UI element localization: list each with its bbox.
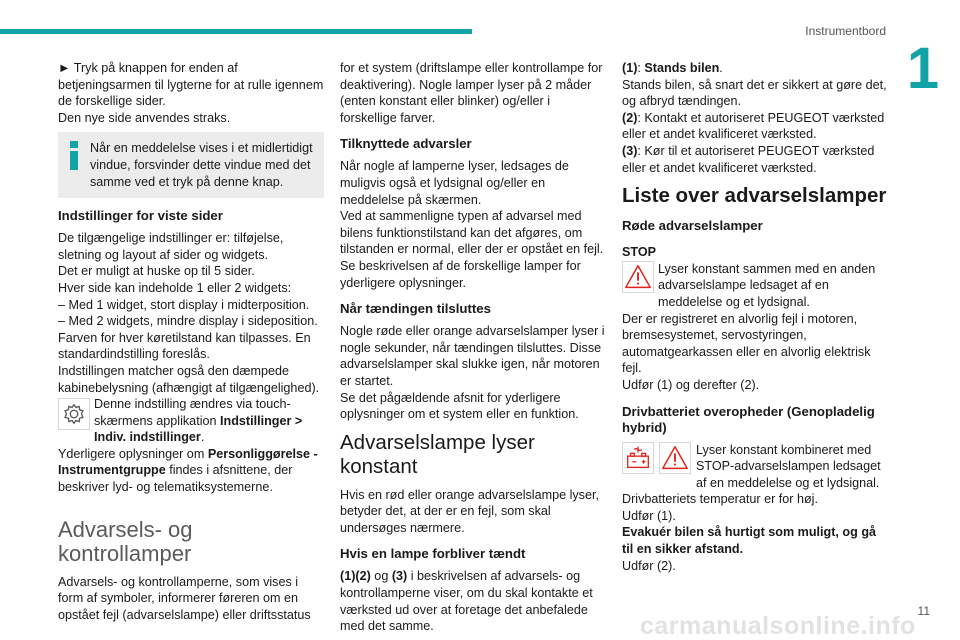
warning-triangle-icon xyxy=(622,261,654,293)
paragraph: Hvis en rød eller orange advarselslampe lyser, betyder det, at der er en fejl, som skal undersøges nærmere. xyxy=(340,487,599,535)
paragraph: Der er registreret en alvorlig fejl i motoren, bremsesystemet, servostyringen, automatgearkassen eller en alvorlig elektrisk fejl. xyxy=(622,311,871,376)
battery-temperature-icon xyxy=(622,442,654,474)
stop-label: STOP xyxy=(622,245,657,260)
paragraph: Se det pågældende afsnit for yderligere oplysninger om et system eller en funktion. xyxy=(340,390,579,422)
paragraph: for et system (driftslampe eller kontrollampe for deaktivering). Nogle lamper lyser på 2 måder (enten konstant eller blinker) og/eller i forskellige farver. xyxy=(340,61,603,125)
warning-triangle-icon xyxy=(659,442,691,474)
heading-settings: Indstillinger for viste sider xyxy=(58,208,223,224)
header-accent-bar xyxy=(0,29,472,34)
paragraph: Udfør (1) og derefter (2). xyxy=(622,377,760,392)
list-item: – Med 2 widgets, mindre display i sideposition. xyxy=(58,314,318,329)
action-3: (3): Kør til et autoriseret PEUGEOT værksted eller et andet kvalificeret værksted. xyxy=(622,143,875,175)
section-title: Instrumentbord xyxy=(805,24,886,38)
settings-gear-icon xyxy=(58,398,90,430)
info-text: Når en meddelelse vises i et midlertidigt vindue, forsvinder dette vindue med det samme ved et tryk på denne knap. xyxy=(90,141,313,189)
list-item: – Med 1 widget, stort display i midterposition. xyxy=(58,297,310,312)
paragraph: Ved at sammenligne typen af advarsel med bilens funktionstilstand kan det afgøres, om tilstanden er normal, eller der er opstået en fejl. Se beskrivelsen af de forskellige lamper for yderligere oplysninger. xyxy=(340,209,604,290)
paragraph: Stands bilen, så snart det er sikkert at gøre det, og afbryd tændingen. xyxy=(622,77,887,109)
heading-lamps: Advarsels- og kontrollamper xyxy=(58,516,193,566)
paragraph: Det er muligt at huske op til 5 sider. xyxy=(58,264,255,279)
paragraph-bold: Evakuér bilen så hurtigt som muligt, og gå til en sikker afstand. xyxy=(622,525,877,557)
paragraph: ► Tryk på knappen for enden af betjeningsarmen til lygterne for at rulle igennem de forskellige sider. xyxy=(58,61,324,109)
heading-related-warnings: Tilknyttede advarsler xyxy=(340,136,472,152)
heading-ignition-on: Når tændingen tilsluttes xyxy=(340,301,491,317)
paragraph: Yderligere oplysninger om Personliggørelse - Instrumentgruppe findes i afsnittene, der beskriver lyd- og telematiksystemerne. xyxy=(58,446,318,495)
gear-note-path: Indstillinger > Indiv. indstillinger xyxy=(94,413,303,445)
paragraph: Udfør (1). xyxy=(622,508,676,523)
paragraph: De tilgængelige indstillinger er: tilføjelse, sletning og layout af sider og widgets. xyxy=(58,231,284,262)
paragraph: Udfør (2). xyxy=(622,558,676,573)
gear-note-text: Denne indstilling ændres via touch-skærmens applikation xyxy=(94,397,291,428)
column-1 xyxy=(58,60,324,623)
paragraph: Hver side kan indeholde 1 eller 2 widgets: xyxy=(58,280,292,295)
watermark: carmanualsonline.info xyxy=(640,612,916,640)
heading-battery-overheat: Drivbatteriet overopheder (Genopladelig hybrid) xyxy=(622,403,875,435)
info-note xyxy=(58,132,324,198)
heading-lamp-remains-on: Hvis en lampe forbliver tændt xyxy=(340,546,526,562)
paragraph: Advarsels- og kontrollamperne, som vises i form af symboler, informerer føreren om en opstået fejl (advarselslampe) eller driftsstatus xyxy=(58,574,311,622)
heading-lamp-list: Liste over advarselslamper xyxy=(622,184,887,208)
paragraph: Nogle røde eller orange advarselslamper lyser i nogle sekunder, når tændingen tilsluttes. Disse advarselslamper skal slukke igen, når motoren er startet. xyxy=(340,324,605,388)
heading-constant-lamp: Advarselslampe lyser konstant xyxy=(340,430,535,478)
stop-text: Lyser konstant sammen med en anden advarselslampe ledsaget af en meddelelse og et lydsignal. xyxy=(658,261,876,309)
chapter-number: 1 xyxy=(906,36,940,101)
heading-red-lamps: Røde advarselslamper xyxy=(622,218,763,234)
battery-text: Lyser konstant kombineret med STOP-advarselslampen ledsaget af en meddelelse og et lydsignal. xyxy=(696,442,881,490)
paragraph: Den nye side anvendes straks. xyxy=(58,110,231,125)
info-icon xyxy=(67,141,81,171)
paragraph: Drivbatteriets temperatur er for høj. xyxy=(622,492,818,507)
paragraph: Indstillingen matcher også den dæmpede kabinebelysning (afhængigt af tilgængelighed). xyxy=(58,363,320,395)
paragraph: Farven for hver køretilstand kan tilpasses. En standardindstilling foreslås. xyxy=(58,330,311,362)
paragraph: (1)(2) og (3) i beskrivelsen af advarsels- og kontrollamperne viser, om du skal kontakte et værksted ud over at foretage det anbefalede med det samme. xyxy=(340,569,593,634)
gear-note: Denne indstilling ændres via touch-skærmens applikation Indstillinger > Indiv. indstillinger. xyxy=(58,396,324,446)
action-1: (1): Stands bilen. xyxy=(622,61,723,75)
battery-entry xyxy=(622,442,888,492)
stop-entry xyxy=(622,261,888,311)
paragraph: Når nogle af lamperne lyser, ledsages de muligvis også et lydsignal og/eller en meddelelse på skærmen. xyxy=(340,159,569,207)
column-2 xyxy=(340,60,606,635)
page-number: 11 xyxy=(917,604,930,618)
column-3 xyxy=(622,60,888,574)
action-2: (2): Kontakt et autoriseret PEUGEOT værksted eller et andet kvalificeret værksted. xyxy=(622,110,885,142)
